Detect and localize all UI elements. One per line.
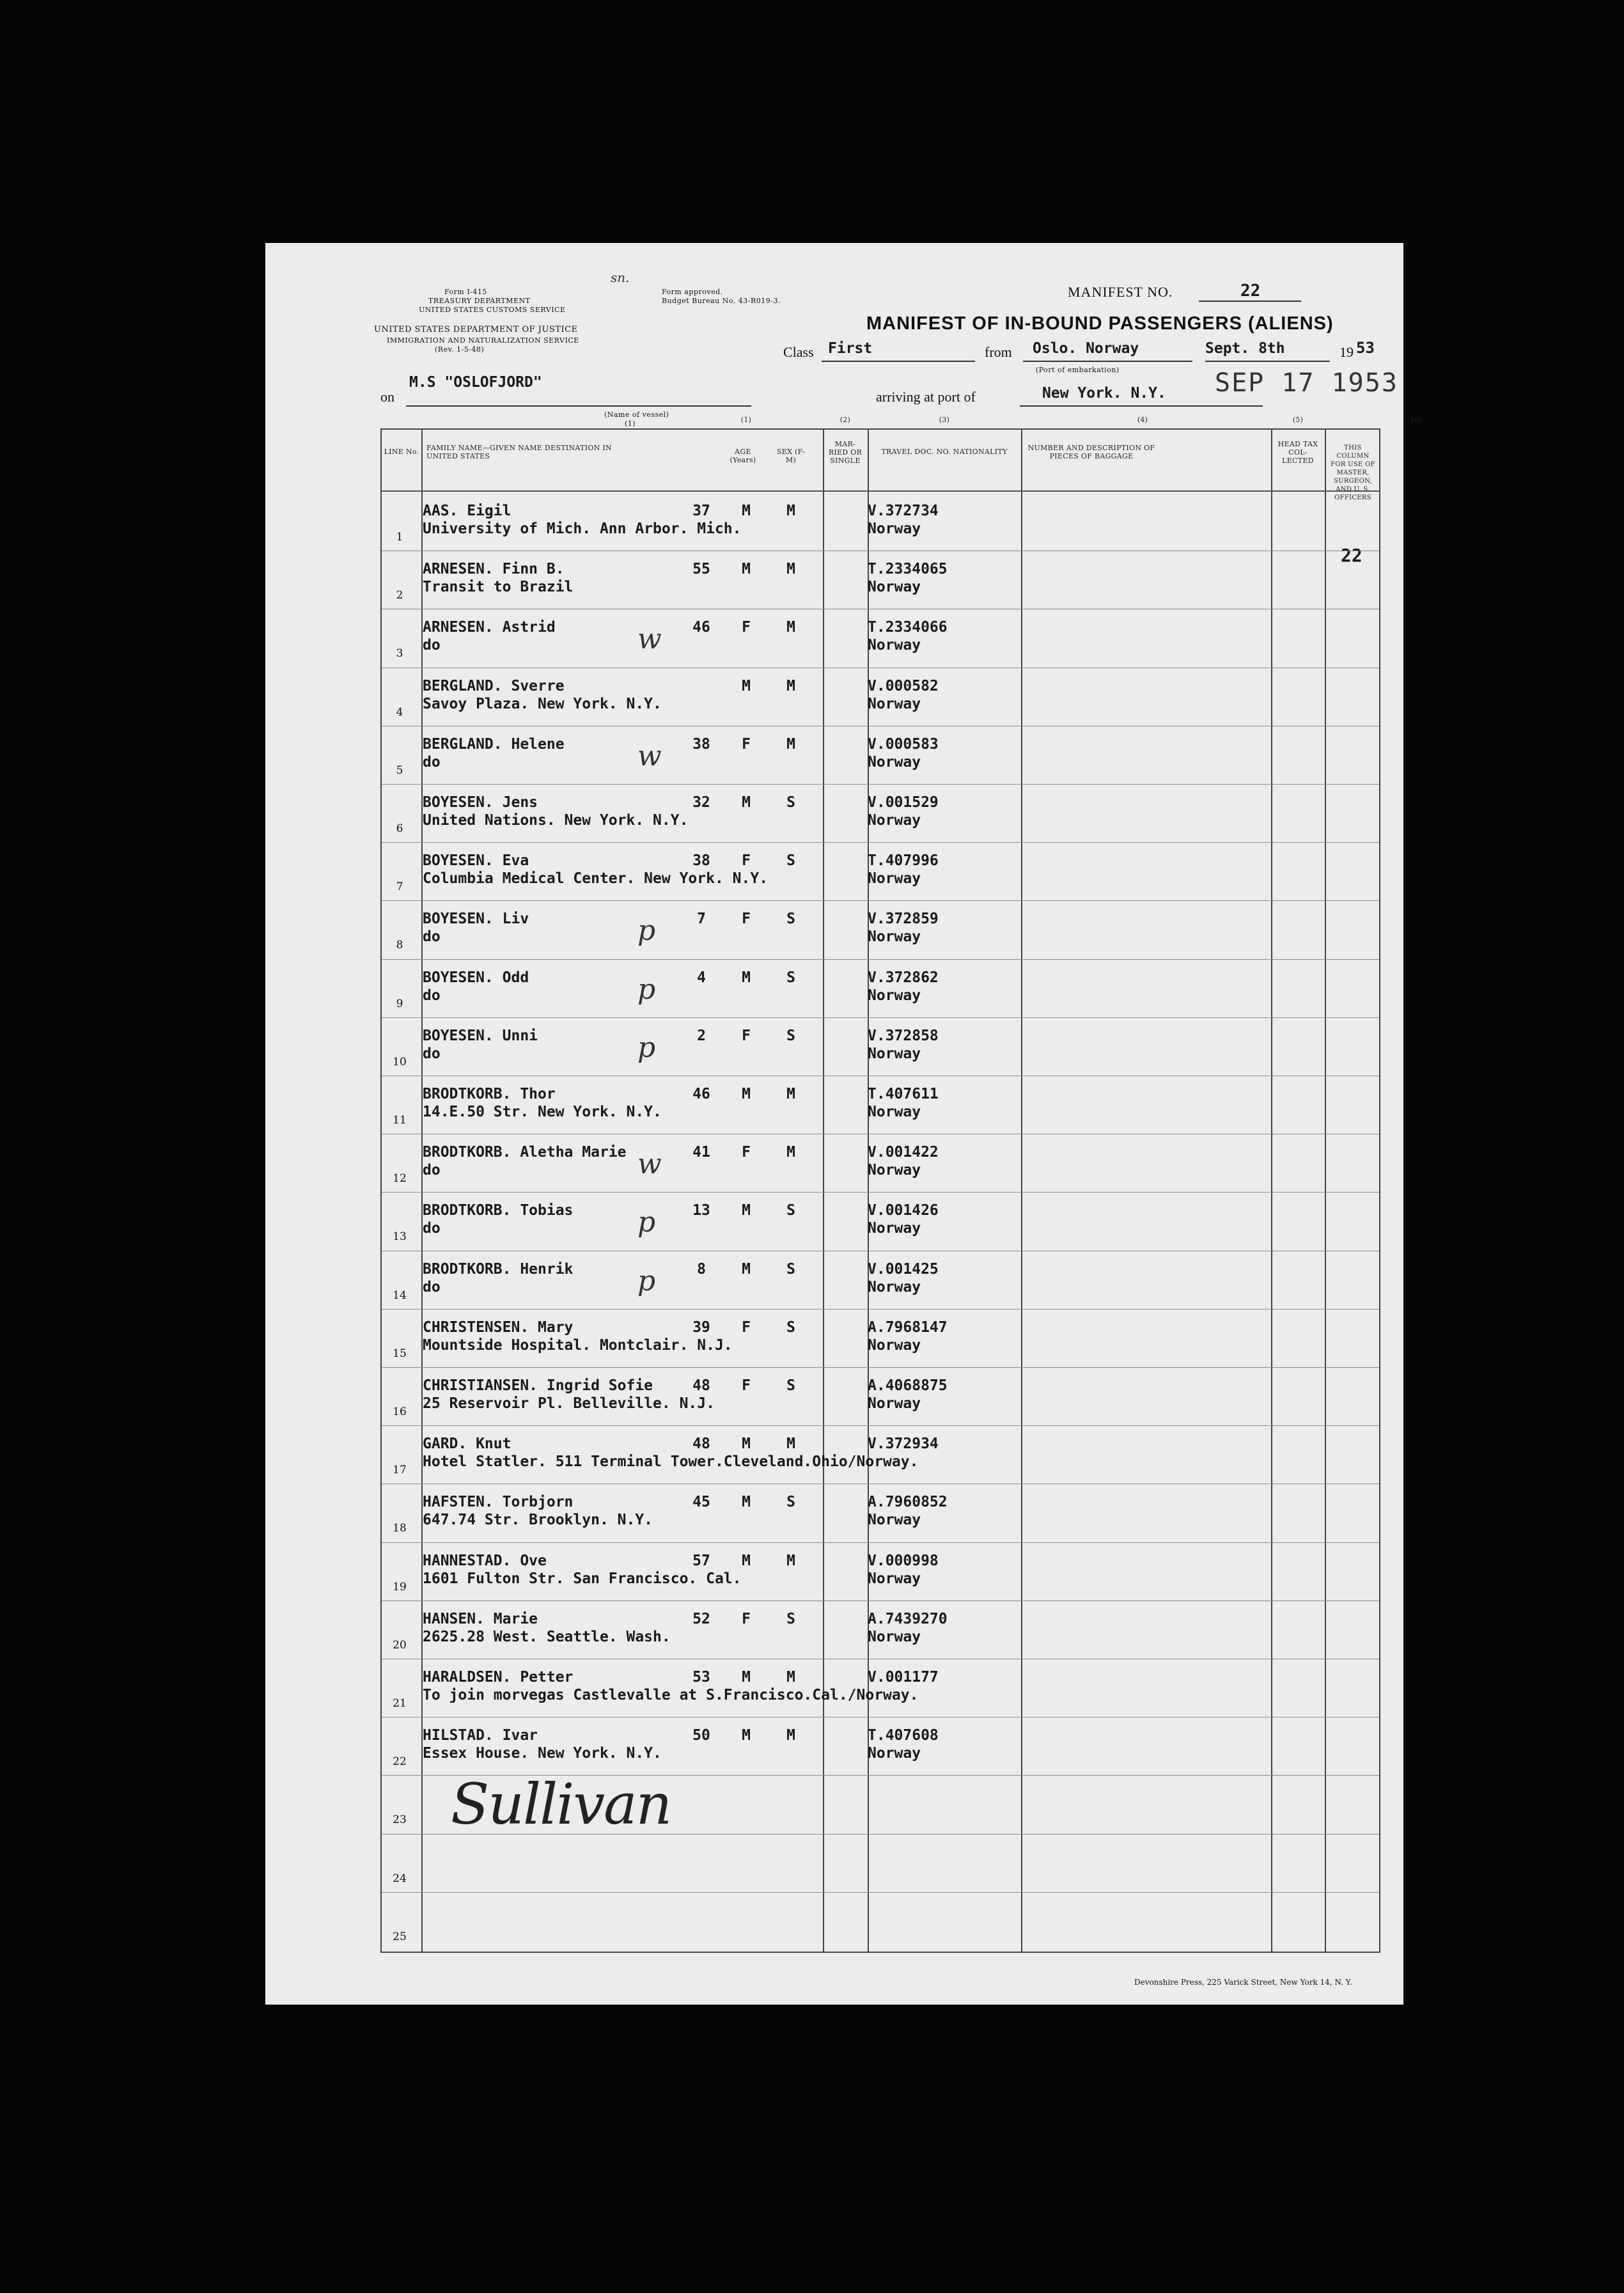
- marital-status: M: [786, 503, 795, 519]
- department-of-justice: UNITED STATES DEPARTMENT OF JUSTICE: [374, 325, 578, 334]
- table-row: [382, 1251, 1379, 1307]
- table-row: [382, 959, 1379, 1015]
- year-prefix: 19: [1339, 344, 1354, 360]
- arriving-label: arriving at port of: [876, 389, 976, 405]
- passenger-name: BOYESEN. Odd: [423, 969, 529, 986]
- class-label: Class: [783, 344, 814, 360]
- marital-status: M: [786, 677, 795, 694]
- travel-document: V.000998: [868, 1552, 939, 1569]
- col-name: FAMILY NAME—GIVEN NAME DESTINATION IN UNITED STATES: [426, 444, 612, 460]
- col-sex: SEX (F-M): [776, 448, 806, 464]
- col-travel-doc: TRAVEL DOC. NO. NATIONALITY: [881, 448, 1008, 456]
- line-number: 8: [396, 939, 403, 952]
- passenger-destination: Hotel Statler. 511 Terminal Tower.Cleveland.Ohio/Norway.: [423, 1453, 919, 1471]
- form-approved: Form approved.: [662, 288, 723, 296]
- vessel-col-number: (1): [625, 419, 636, 428]
- marital-status: S: [786, 1377, 795, 1394]
- passenger-destination: Transit to Brazil: [423, 579, 574, 596]
- passenger-name: BRODTKORB. Aletha Marie: [423, 1144, 627, 1161]
- marital-status: S: [786, 1260, 795, 1278]
- passenger-sex: F: [742, 1027, 751, 1044]
- passenger-destination: Essex House. New York. N.Y.: [423, 1745, 662, 1762]
- col-number-5: (5): [1292, 416, 1304, 424]
- passenger-sex: F: [742, 1610, 751, 1627]
- passenger-age: 50: [692, 1727, 710, 1744]
- nationality: Norway: [868, 870, 921, 888]
- passenger-age: 55: [692, 561, 710, 578]
- line-number: 19: [393, 1580, 407, 1593]
- col-officers: THIS COLUMN FOR USE OF MASTER, SURGEON, AND U. S. OFFICERS: [1331, 444, 1375, 501]
- manifest-no-label: MANIFEST NO.: [1068, 284, 1173, 300]
- nationality: Norway: [868, 753, 921, 771]
- passenger-age: 38: [692, 735, 710, 753]
- passenger-name: CHRISTENSEN. Mary: [423, 1319, 574, 1336]
- passenger-age: 45: [692, 1494, 710, 1511]
- nationality: Norway: [868, 1570, 921, 1587]
- sn-annotation: sn.: [611, 270, 630, 285]
- passenger-destination: 14.E.50 Str. New York. N.Y.: [423, 1104, 662, 1120]
- vessel-name: M.S "OSLOFJORD": [409, 374, 542, 391]
- marital-status: M: [786, 1552, 795, 1569]
- marital-status: M: [786, 1669, 795, 1686]
- passenger-destination: United Nations. New York. N.Y.: [423, 812, 689, 829]
- passenger-sex: M: [742, 1669, 751, 1686]
- marital-status: S: [786, 1610, 795, 1627]
- line-number: 20: [393, 1638, 407, 1652]
- passenger-age: 13: [692, 1202, 710, 1219]
- line-number: 1: [396, 531, 403, 544]
- col-number-6: (6): [1410, 416, 1422, 424]
- passenger-sex: M: [742, 1436, 751, 1453]
- handwritten-mark: w: [637, 623, 662, 656]
- vessel-name-label: (Name of vessel): [604, 411, 669, 419]
- passenger-name: BOYESEN. Unni: [423, 1027, 538, 1044]
- passenger-sex: F: [742, 1377, 751, 1394]
- passenger-name: HANNESTAD. Ove: [423, 1552, 547, 1569]
- table-row: [382, 492, 1379, 549]
- passenger-destination: Savoy Plaza. New York. N.Y.: [423, 695, 662, 712]
- nationality: Norway: [868, 520, 921, 537]
- nationality: Norway: [868, 1336, 921, 1354]
- line-number: 14: [393, 1288, 407, 1302]
- passenger-destination: University of Mich. Ann Arbor. Mich.: [423, 520, 742, 537]
- ins-label: IMMIGRATION AND NATURALIZATION SERVICE: [387, 336, 579, 345]
- nationality: Norway: [868, 579, 921, 596]
- travel-document: V.001422: [868, 1144, 939, 1161]
- passenger-name: BRODTKORB. Henrik: [423, 1260, 574, 1278]
- col-married: MAR-RIED OR SINGLE: [828, 440, 863, 465]
- nationality: Norway: [868, 1278, 921, 1295]
- passenger-age: 48: [692, 1377, 710, 1394]
- marital-status: S: [786, 1027, 795, 1044]
- marital-status: M: [786, 735, 795, 753]
- passenger-sex: M: [742, 503, 751, 519]
- col-number-4: (4): [1137, 416, 1148, 424]
- table-row: [382, 1309, 1379, 1365]
- travel-document: V.372934: [868, 1436, 939, 1453]
- form-number: Form I-415: [444, 288, 487, 296]
- table-row: [382, 726, 1379, 782]
- port-embarkation-label: (Port of embarkation): [1036, 366, 1120, 374]
- table-row: [382, 1892, 1379, 1948]
- passenger-sex: F: [742, 852, 751, 870]
- handwritten-mark: p: [637, 1264, 656, 1297]
- nationality: Norway: [868, 1395, 921, 1412]
- travel-document: V.001426: [868, 1202, 939, 1219]
- passenger-table: [380, 416, 1422, 1953]
- line-number: 13: [393, 1230, 407, 1244]
- passenger-age: 37: [692, 503, 710, 519]
- travel-document: T.407611: [868, 1086, 939, 1102]
- officer-signature: Sullivan: [451, 1771, 671, 1837]
- passenger-age: 8: [697, 1260, 706, 1278]
- nationality: Norway: [868, 987, 921, 1004]
- col-number-1: (1): [740, 416, 752, 424]
- manifest-title: MANIFEST OF IN-BOUND PASSENGERS (ALIENS): [866, 313, 1334, 334]
- passenger-sex: F: [742, 1319, 751, 1336]
- passenger-name: GARD. Knut: [423, 1436, 511, 1453]
- marital-status: S: [786, 911, 795, 928]
- passenger-name: HANSEN. Marie: [423, 1610, 538, 1627]
- col-baggage: NUMBER AND DESCRIPTION OF PIECES OF BAGGAGE: [1027, 444, 1155, 460]
- travel-document: T.2334065: [868, 561, 948, 578]
- passenger-destination: do: [423, 637, 441, 654]
- passenger-destination: 1601 Fulton Str. San Francisco. Cal.: [423, 1570, 742, 1587]
- col-age: AGE (Years): [730, 448, 756, 464]
- passenger-name: ARNESEN. Astrid: [423, 619, 556, 636]
- table-row: [382, 1542, 1379, 1599]
- embark-date: Sept. 8th: [1205, 340, 1285, 357]
- line-number: 12: [393, 1172, 407, 1186]
- passenger-destination: Mountside Hospital. Montclair. N.J.: [423, 1336, 733, 1354]
- nationality: Norway: [868, 637, 921, 654]
- passenger-name: BOYESEN. Liv: [423, 911, 529, 928]
- from-label: from: [985, 344, 1012, 360]
- travel-document: A.4068875: [868, 1377, 948, 1394]
- marital-status: M: [786, 1436, 795, 1453]
- travel-document: V.001425: [868, 1260, 939, 1278]
- passenger-age: 53: [692, 1669, 710, 1686]
- nationality: Norway: [868, 1162, 921, 1179]
- marital-status: M: [786, 619, 795, 636]
- manifest-page: [265, 243, 1422, 2005]
- travel-document: T.407608: [868, 1727, 939, 1744]
- line-number: 5: [396, 763, 403, 777]
- nationality: Norway: [868, 1220, 921, 1237]
- passenger-name: CHRISTIANSEN. Ingrid Sofie: [423, 1377, 653, 1394]
- col-head-tax: HEAD TAX COL-LECTED: [1277, 440, 1318, 465]
- passenger-sex: M: [742, 794, 751, 811]
- passenger-age: 57: [692, 1552, 710, 1569]
- table-row: [382, 1483, 1379, 1540]
- passenger-sex: M: [742, 561, 751, 578]
- passenger-destination: do: [423, 928, 441, 946]
- passenger-destination: 2625.28 West. Seattle. Wash.: [423, 1628, 671, 1645]
- revision: (Rev. 1-5-48): [435, 345, 485, 354]
- travel-document: V.000582: [868, 677, 939, 694]
- handwritten-mark: p: [637, 914, 656, 948]
- table-row: [382, 1717, 1379, 1773]
- travel-document: A.7439270: [868, 1610, 948, 1627]
- passenger-name: HAFSTEN. Torbjorn: [423, 1494, 574, 1511]
- line-number: 16: [393, 1405, 407, 1418]
- table-row: [382, 784, 1379, 840]
- marital-status: S: [786, 1319, 795, 1336]
- passenger-destination: do: [423, 1220, 441, 1237]
- line-number: 3: [396, 647, 403, 661]
- line-number: 25: [393, 1930, 407, 1943]
- passenger-sex: F: [742, 1144, 751, 1161]
- line-number: 9: [396, 997, 403, 1010]
- nationality: Norway: [868, 1045, 921, 1062]
- passenger-name: AAS. Eigil: [423, 503, 511, 519]
- passenger-name: BRODTKORB. Tobias: [423, 1202, 574, 1219]
- handwritten-mark: w: [637, 739, 662, 772]
- line-number: 15: [393, 1347, 407, 1360]
- passenger-age: 46: [692, 619, 710, 636]
- travel-document: A.7968147: [868, 1319, 948, 1336]
- passenger-name: HARALDSEN. Petter: [423, 1669, 574, 1686]
- passenger-sex: F: [742, 735, 751, 753]
- passenger-destination: do: [423, 1162, 441, 1179]
- travel-document: V.001529: [868, 794, 939, 811]
- printer-footer: Devonshire Press, 225 Varick Street, New York 14, N. Y.: [1134, 1978, 1352, 1987]
- budget-bureau: Budget Bureau No. 43-R019-3.: [662, 297, 781, 305]
- passenger-name: BERGLAND. Helene: [423, 735, 565, 753]
- passenger-age: 2: [697, 1027, 706, 1044]
- line-number: 24: [393, 1872, 407, 1885]
- marital-status: S: [786, 1202, 795, 1219]
- class-value: First: [828, 340, 873, 357]
- passenger-sex: M: [742, 969, 751, 986]
- handwritten-mark: p: [637, 1031, 656, 1064]
- table-row: [382, 900, 1379, 957]
- table-row: [382, 551, 1379, 607]
- travel-document: A.7960852: [868, 1494, 948, 1511]
- passenger-sex: M: [742, 677, 751, 694]
- table-row: [382, 1134, 1379, 1190]
- passenger-age: 4: [697, 969, 706, 986]
- handwritten-mark: p: [637, 1206, 656, 1239]
- nationality: Norway: [868, 695, 921, 712]
- passenger-sex: M: [742, 1552, 751, 1569]
- passenger-sex: M: [742, 1086, 751, 1102]
- table-row: [382, 1659, 1379, 1715]
- table-row: [382, 1834, 1379, 1890]
- col-number-2: (2): [839, 416, 851, 424]
- marital-status: S: [786, 1494, 795, 1511]
- nationality: Norway: [868, 1104, 921, 1120]
- nationality: Norway: [868, 1512, 921, 1529]
- travel-document: T.407996: [868, 852, 939, 870]
- passenger-age: 48: [692, 1436, 710, 1453]
- travel-document: V.372734: [868, 503, 939, 519]
- passenger-sex: F: [742, 619, 751, 636]
- travel-document: V.372862: [868, 969, 939, 986]
- passenger-name: HILSTAD. Ivar: [423, 1727, 538, 1744]
- treasury-department: TREASURY DEPARTMENT: [428, 297, 531, 305]
- customs-service: UNITED STATES CUSTOMS SERVICE: [419, 306, 566, 314]
- line-number: 2: [396, 589, 403, 602]
- passenger-age: 46: [692, 1086, 710, 1102]
- travel-document: V.372858: [868, 1027, 939, 1044]
- travel-document: V.000583: [868, 735, 939, 753]
- table-row: [382, 668, 1379, 724]
- passenger-age: 32: [692, 794, 710, 811]
- marital-status: M: [786, 1727, 795, 1744]
- passenger-age: 52: [692, 1610, 710, 1627]
- side-manifest-mark: 22: [1341, 545, 1362, 566]
- passenger-age: 39: [692, 1319, 710, 1336]
- passenger-destination: do: [423, 753, 441, 771]
- table-row: [382, 1017, 1379, 1074]
- passenger-destination: 647.74 Str. Brooklyn. N.Y.: [423, 1512, 653, 1529]
- line-number: 11: [393, 1114, 407, 1127]
- nationality: Norway: [868, 1745, 921, 1762]
- travel-document: V.372859: [868, 911, 939, 928]
- passenger-sex: M: [742, 1202, 751, 1219]
- line-number: 21: [393, 1697, 407, 1710]
- arrival-port: New York. N.Y.: [1042, 385, 1166, 402]
- passenger-destination: do: [423, 1278, 441, 1295]
- marital-status: S: [786, 852, 795, 870]
- from-value: Oslo. Norway: [1033, 340, 1139, 357]
- passenger-sex: M: [742, 1260, 751, 1278]
- passenger-name: BOYESEN. Jens: [423, 794, 538, 811]
- nationality: Norway: [868, 928, 921, 946]
- travel-document: T.2334066: [868, 619, 948, 636]
- passenger-sex: M: [742, 1727, 751, 1744]
- travel-document: V.001177: [868, 1669, 939, 1686]
- on-label: on: [380, 389, 394, 405]
- handwritten-mark: p: [637, 973, 656, 1006]
- line-number: 22: [393, 1755, 407, 1769]
- marital-status: S: [786, 794, 795, 811]
- table-row: [382, 1192, 1379, 1248]
- nationality: Norway: [868, 812, 921, 829]
- table-row: [382, 1425, 1379, 1482]
- passenger-destination: do: [423, 1045, 441, 1062]
- passenger-age: 41: [692, 1144, 710, 1161]
- line-number: 10: [393, 1055, 407, 1068]
- table-row: [382, 609, 1379, 665]
- line-number: 23: [393, 1813, 407, 1827]
- passenger-destination: Columbia Medical Center. New York. N.Y.: [423, 870, 769, 888]
- passenger-name: BERGLAND. Sverre: [423, 677, 565, 694]
- table-row: [382, 1600, 1379, 1657]
- passenger-name: BRODTKORB. Thor: [423, 1086, 556, 1102]
- table-row: [382, 842, 1379, 898]
- passenger-sex: F: [742, 911, 751, 928]
- passenger-destination: To join morvegas Castlevalle at S.Francisco.Cal./Norway.: [423, 1687, 919, 1703]
- passenger-name: ARNESEN. Finn B.: [423, 561, 565, 578]
- passenger-name: BOYESEN. Eva: [423, 852, 529, 870]
- passenger-destination: do: [423, 987, 441, 1004]
- marital-status: M: [786, 561, 795, 578]
- passenger-sex: M: [742, 1494, 751, 1511]
- table-row: [382, 1367, 1379, 1423]
- col-number-3: (3): [939, 416, 950, 424]
- line-number: 4: [396, 705, 403, 719]
- line-number: 18: [393, 1522, 407, 1535]
- year-value: 53: [1356, 339, 1375, 357]
- table-row: [382, 1076, 1379, 1132]
- line-number: 6: [396, 822, 403, 835]
- marital-status: M: [786, 1144, 795, 1161]
- marital-status: S: [786, 969, 795, 986]
- handwritten-mark: w: [637, 1148, 662, 1181]
- passenger-age: 38: [692, 852, 710, 870]
- passenger-age: 7: [697, 911, 706, 928]
- col-line-no: LINE No.: [384, 448, 419, 456]
- line-number: 7: [396, 880, 403, 894]
- nationality: Norway: [868, 1628, 921, 1645]
- passenger-destination: 25 Reservoir Pl. Belleville. N.J.: [423, 1395, 715, 1412]
- marital-status: M: [786, 1086, 795, 1102]
- manifest-no-value: 22: [1240, 281, 1261, 301]
- arrival-date-stamp: SEP 17 1953: [1215, 368, 1398, 398]
- line-number: 17: [393, 1464, 407, 1477]
